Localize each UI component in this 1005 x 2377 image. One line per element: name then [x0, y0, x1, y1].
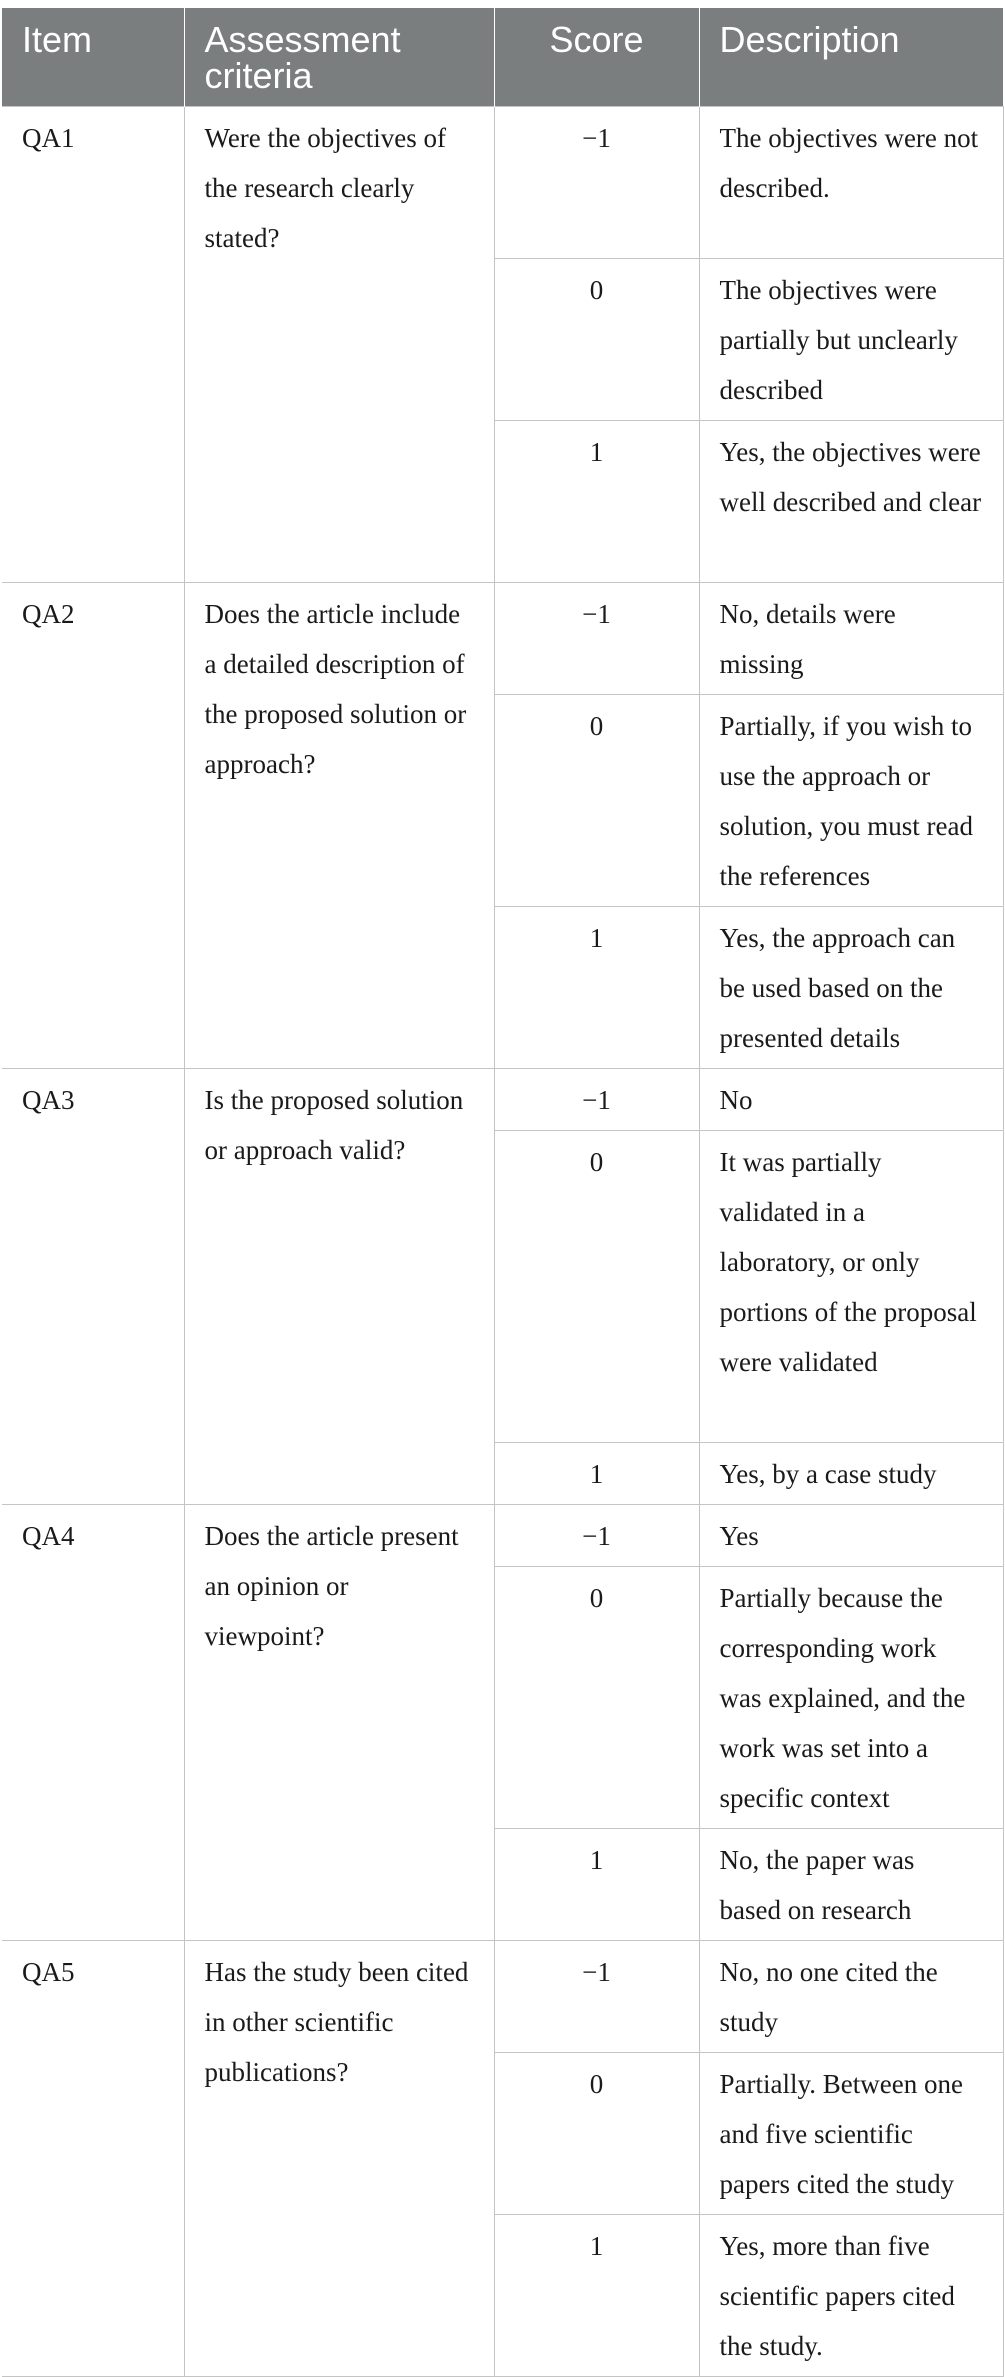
description-cell: Partially because the corresponding work was explained, and the work was set into a specific context [699, 1567, 1003, 1829]
description-cell: No, no one cited the study [699, 1941, 1003, 2053]
score-cell: 1 [494, 421, 699, 583]
criteria-cell: Is the proposed solution or approach valid? [184, 1069, 494, 1505]
score-cell: −1 [494, 1069, 699, 1131]
criteria-cell: Does the article include a detailed description of the proposed solution or approach? [184, 583, 494, 1069]
score-cell: 0 [494, 1131, 699, 1443]
description-cell: Yes [699, 1505, 1003, 1567]
description-cell: The objectives were partially but unclearly described [699, 259, 1003, 421]
item-cell: QA4 [2, 1505, 184, 1941]
header-description: Description [699, 8, 1003, 107]
criteria-cell: Has the study been cited in other scientific publications? [184, 1941, 494, 2377]
quality-assessment-table [2, 8, 1004, 2377]
description-cell: Yes, the approach can be used based on the presented details [699, 907, 1003, 1069]
criteria-cell: Does the article present an opinion or viewpoint? [184, 1505, 494, 1941]
criteria-cell: Were the objectives of the research clearly stated? [184, 107, 494, 583]
description-cell: No [699, 1069, 1003, 1131]
score-cell: −1 [494, 1941, 699, 2053]
score-cell: 1 [494, 907, 699, 1069]
score-cell: 0 [494, 259, 699, 421]
description-cell: Partially, if you wish to use the approach or solution, you must read the references [699, 695, 1003, 907]
score-cell: 1 [494, 2215, 699, 2377]
score-cell: −1 [494, 583, 699, 695]
description-cell: The objectives were not described. [699, 107, 1003, 259]
table-row [2, 1941, 1003, 2053]
score-cell: −1 [494, 1505, 699, 1567]
item-cell: QA5 [2, 1941, 184, 2377]
description-cell: No, the paper was based on research [699, 1829, 1003, 1941]
description-cell: It was partially validated in a laboratory, or only portions of the proposal were validated [699, 1131, 1003, 1443]
item-cell: QA2 [2, 583, 184, 1069]
item-cell: QA3 [2, 1069, 184, 1505]
table-header [2, 8, 1003, 107]
header-item: Item [2, 8, 184, 107]
header-row [2, 8, 1003, 107]
description-cell: Yes, the objectives were well described and clear [699, 421, 1003, 583]
table-row [2, 583, 1003, 695]
table-row [2, 1069, 1003, 1131]
score-cell: 1 [494, 1443, 699, 1505]
description-cell: Yes, by a case study [699, 1443, 1003, 1505]
table-body [2, 107, 1003, 2377]
table-row [2, 107, 1003, 259]
header-score: Score [494, 8, 699, 107]
score-cell: −1 [494, 107, 699, 259]
item-cell: QA1 [2, 107, 184, 583]
score-cell: 0 [494, 2053, 699, 2215]
description-cell: No, details were missing [699, 583, 1003, 695]
header-assessment-criteria: Assessment criteria [184, 8, 494, 107]
table-row [2, 1505, 1003, 1567]
score-cell: 0 [494, 695, 699, 907]
score-cell: 1 [494, 1829, 699, 1941]
description-cell: Yes, more than five scientific papers cited the study. [699, 2215, 1003, 2377]
score-cell: 0 [494, 1567, 699, 1829]
description-cell: Partially. Between one and five scientific papers cited the study [699, 2053, 1003, 2215]
